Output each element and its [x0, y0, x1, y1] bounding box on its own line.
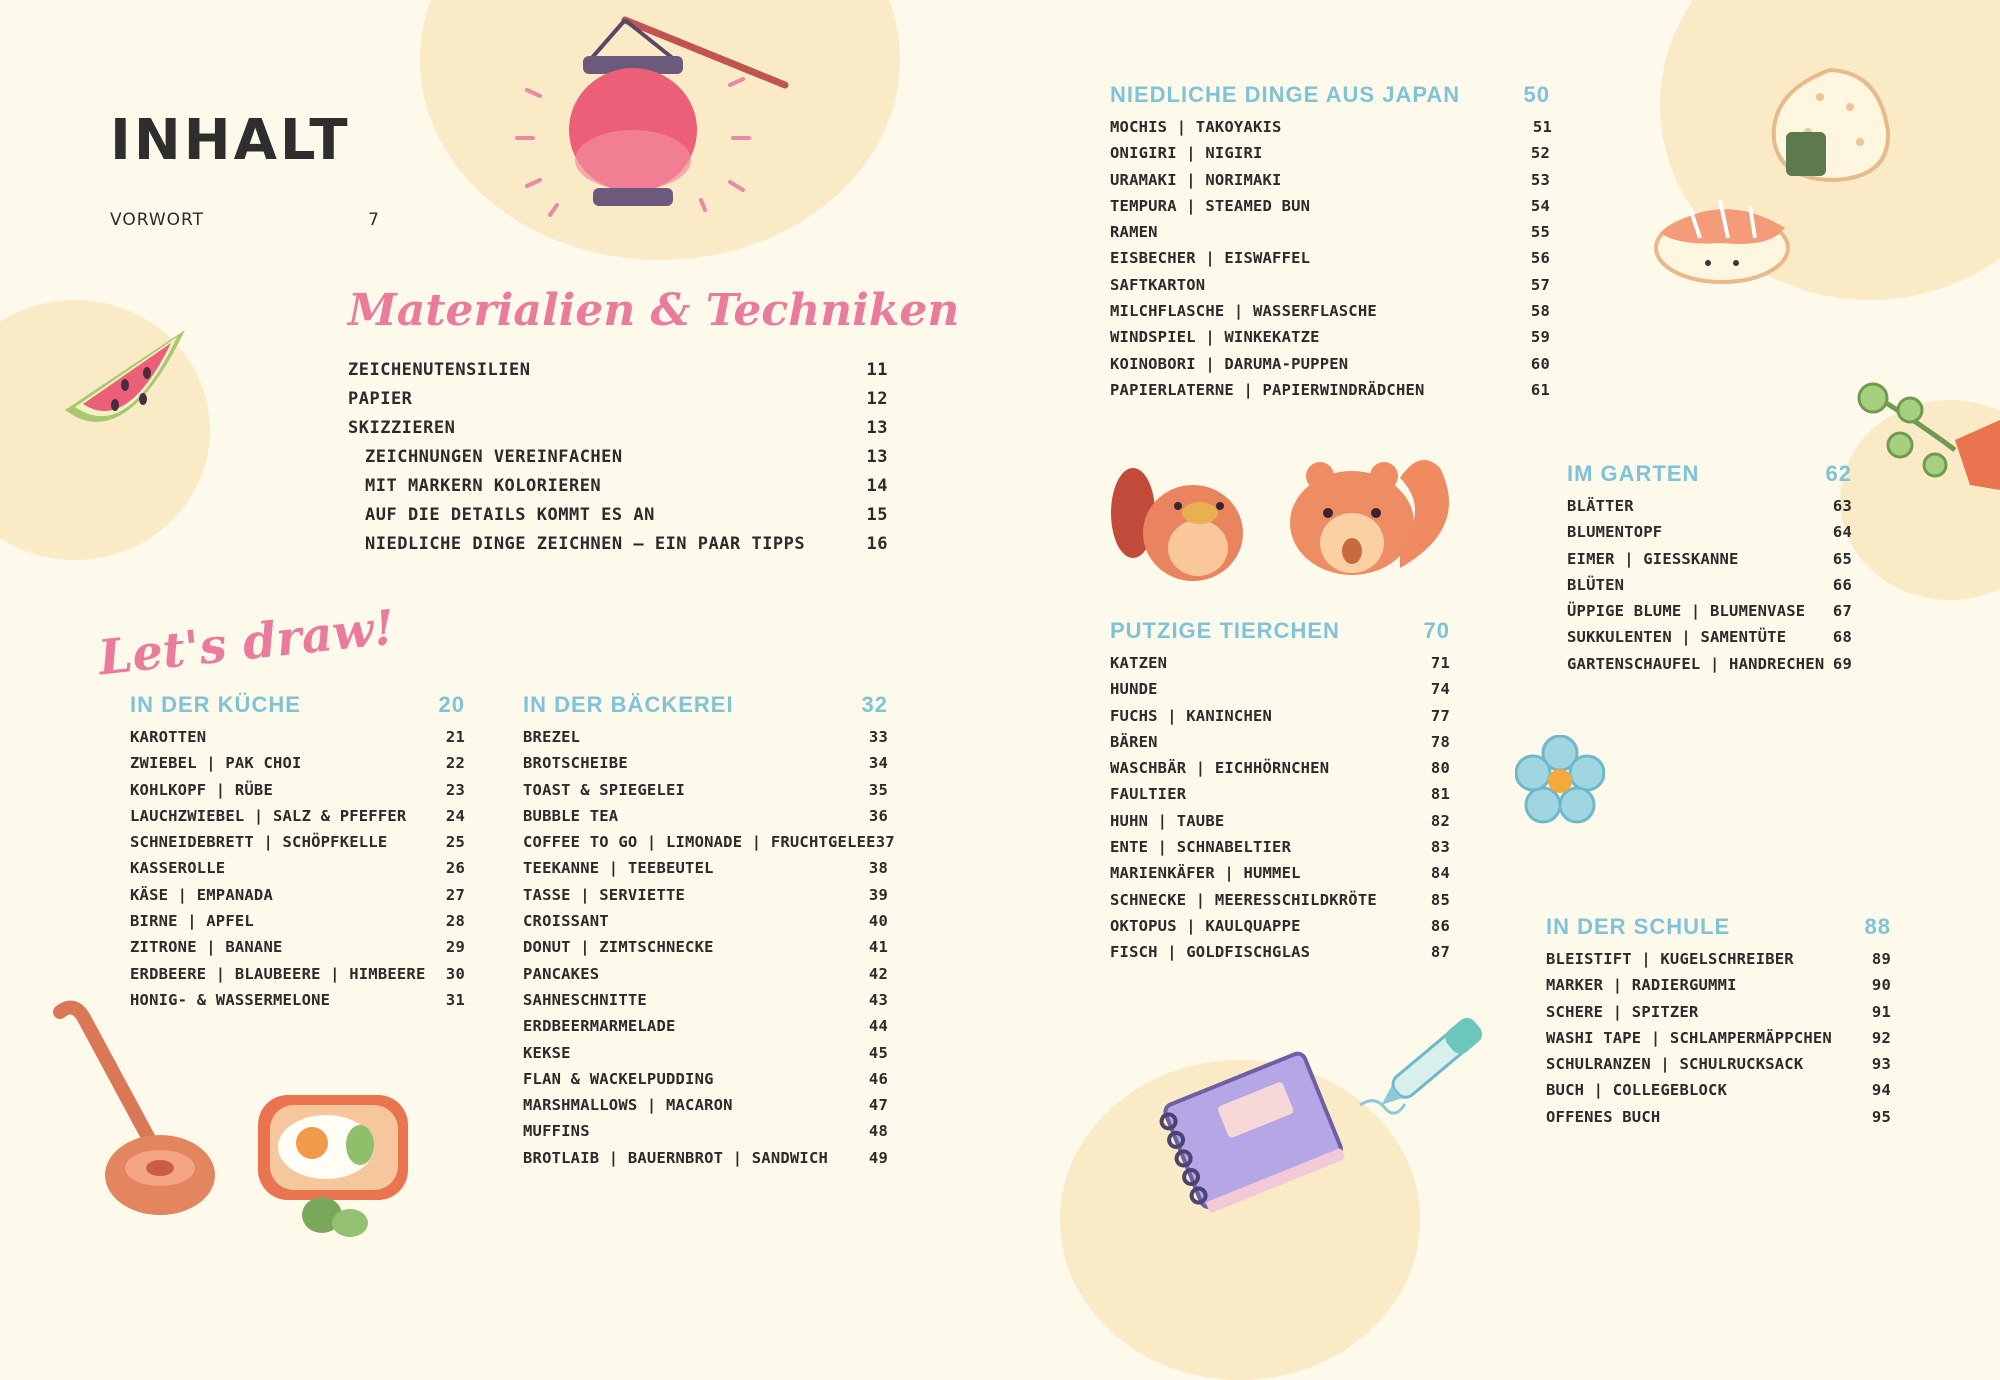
toc-entry[interactable]: BLUMENTOPF 64: [1567, 523, 1852, 542]
toc-entry[interactable]: TASSE | SERVIETTE 39: [523, 885, 888, 904]
toc-entry[interactable]: KOHLKOPF | RÜBE 23: [130, 780, 465, 799]
toc-entry[interactable]: FISCH | GOLDFISCHGLAS 87: [1110, 943, 1450, 962]
toc-entry[interactable]: DONUT | ZIMTSCHNECKE 41: [523, 938, 888, 957]
toc-entry[interactable]: ERDBEERMARMELADE 44: [523, 1017, 888, 1036]
toc-entry[interactable]: SUKKULENTEN | SAMENTÜTE 68: [1567, 628, 1852, 647]
toc-entry[interactable]: ZWIEBEL | PAK CHOI 22: [130, 754, 465, 773]
toc-entry[interactable]: SCHULRANZEN | SCHULRUCKSACK 93: [1546, 1055, 1891, 1074]
toc-entry[interactable]: SAFTKARTON 57: [1110, 275, 1550, 294]
materialien-list: [348, 360, 888, 563]
toc-entry[interactable]: RAMEN 55: [1110, 223, 1550, 242]
section-kueche: [130, 692, 465, 1017]
toc-entry[interactable]: SKIZZIEREN 13: [348, 418, 888, 438]
toc-subentry[interactable]: AUF DIE DETAILS KOMMT ES AN 15: [365, 505, 888, 525]
lantern-illustration: [505, 10, 805, 230]
toc-entry[interactable]: BREZEL 33: [523, 728, 888, 746]
toc-entry[interactable]: MILCHFLASCHE | WASSERFLASCHE 58: [1110, 302, 1550, 321]
toc-subentry[interactable]: ZEICHNUNGEN VEREINFACHEN 13: [365, 447, 888, 467]
beaver-illustration: [1108, 458, 1258, 588]
toc-entry[interactable]: BIRNE | APFEL 28: [130, 912, 465, 931]
toc-entry[interactable]: ENTE | SCHNABELTIER 83: [1110, 838, 1450, 857]
toc-entry[interactable]: WINDSPIEL | WINKEKATZE 59: [1110, 328, 1550, 347]
toc-entry[interactable]: KAROTTEN 21: [130, 728, 465, 746]
plant-illustration: [1855, 380, 2000, 500]
watermelon-illustration: [55, 315, 205, 455]
materialien-heading: Materialien & Techniken: [348, 285, 960, 336]
toc-entry[interactable]: BUBBLE TEA 36: [523, 806, 888, 825]
toc-entry[interactable]: EISBECHER | EISWAFFEL 56: [1110, 249, 1550, 268]
notebook-illustration: [1150, 1045, 1360, 1225]
toc-entry[interactable]: FUCHS | KANINCHEN 77: [1110, 706, 1450, 725]
vorwort-label: VORWORT: [110, 210, 204, 230]
section-tierchen: [1110, 618, 1450, 970]
toc-entry[interactable]: BROTSCHEIBE 34: [523, 754, 888, 773]
toc-entry[interactable]: CROISSANT 40: [523, 912, 888, 931]
toc-entry[interactable]: FAULTIER 81: [1110, 785, 1450, 804]
section-title[interactable]: IN DER SCHULE 88: [1546, 914, 1891, 939]
toc-entry[interactable]: SCHNECKE | MEERESSCHILDKRÖTE 85: [1110, 890, 1450, 909]
toc-entry[interactable]: MUFFINS 48: [523, 1122, 888, 1141]
page-title: INHALT: [110, 108, 351, 173]
toc-entry[interactable]: KOINOBORI | DARUMA-PUPPEN 60: [1110, 354, 1550, 373]
toc-entry[interactable]: LAUCHZWIEBEL | SALZ & PFEFFER 24: [130, 806, 465, 825]
toc-entry[interactable]: MARKER | RADIERGUMMI 90: [1546, 976, 1891, 995]
toc-entry[interactable]: TEEKANNE | TEEBEUTEL 38: [523, 859, 888, 878]
toc-entry[interactable]: ERDBEERE | BLAUBEERE | HIMBEERE 30: [130, 964, 465, 983]
toc-entry[interactable]: HUNDE 74: [1110, 680, 1450, 699]
toc-entry[interactable]: PANCAKES 42: [523, 964, 888, 983]
nigiri-illustration: [1650, 188, 1795, 288]
toc-subentry[interactable]: NIEDLICHE DINGE ZEICHNEN – EIN PAAR TIPPS 16: [365, 534, 888, 554]
toc-entry[interactable]: SCHERE | SPITZER 91: [1546, 1002, 1891, 1021]
section-garten: [1567, 461, 1852, 681]
toc-entry[interactable]: WASHI TAPE | SCHLAMPERMÄPPCHEN 92: [1546, 1028, 1891, 1047]
toc-entry[interactable]: ONIGIRI | NIGIRI 52: [1110, 144, 1550, 163]
toc-entry[interactable]: KATZEN 71: [1110, 654, 1450, 672]
toc-entry[interactable]: ZEICHENUTENSILIEN 11: [348, 360, 888, 380]
toc-entry[interactable]: GARTENSCHAUFEL | HANDRECHEN 69: [1567, 654, 1852, 673]
toc-entry[interactable]: MARIENKÄFER | HUMMEL 84: [1110, 864, 1450, 883]
toc-subentry[interactable]: MIT MARKERN KOLORIEREN 14: [365, 476, 888, 496]
section-title[interactable]: IN DER KÜCHE 20: [130, 692, 465, 717]
toc-entry[interactable]: HUHN | TAUBE 82: [1110, 811, 1450, 830]
toc-entry[interactable]: COFFEE TO GO | LIMONADE | FRUCHTGELEE 37: [523, 833, 895, 852]
toc-entry[interactable]: ZITRONE | BANANE 29: [130, 938, 465, 957]
flower-illustration: [1515, 735, 1605, 825]
vorwort-entry[interactable]: [110, 210, 380, 230]
section-japan: [1110, 82, 1550, 407]
toc-entry[interactable]: MOCHIS | TAKOYAKIS 51: [1110, 118, 1552, 136]
toc-entry[interactable]: PAPIERLATERNE | PAPIERWINDRÄDCHEN 61: [1110, 380, 1550, 399]
toc-entry[interactable]: BLÜTEN 66: [1567, 575, 1852, 594]
toc-entry[interactable]: BÄREN 78: [1110, 732, 1450, 751]
section-title[interactable]: IM GARTEN 62: [1567, 461, 1852, 486]
section-title[interactable]: NIEDLICHE DINGE AUS JAPAN 50: [1110, 82, 1550, 107]
toc-entry[interactable]: BUCH | COLLEGEBLOCK 94: [1546, 1081, 1891, 1100]
vorwort-page: 7: [368, 210, 380, 230]
toc-entry[interactable]: TEMPURA | STEAMED BUN 54: [1110, 196, 1550, 215]
onigiri-illustration: [1760, 62, 1900, 192]
ladle-illustration: [45, 1000, 225, 1230]
section-baeckerei: [523, 692, 895, 1175]
section-title[interactable]: PUTZIGE TIERCHEN 70: [1110, 618, 1450, 643]
toc-entry[interactable]: ÜPPIGE BLUME | BLUMENVASE 67: [1567, 602, 1852, 621]
toc-entry[interactable]: FLAN & WACKELPUDDING 46: [523, 1069, 888, 1088]
lets-draw-heading: Let's draw!: [95, 599, 398, 687]
toc-entry[interactable]: TOAST & SPIEGELEI 35: [523, 780, 888, 799]
toc-entry[interactable]: BROTLAIB | BAUERNBROT | SANDWICH 49: [523, 1148, 888, 1167]
toc-entry[interactable]: OKTOPUS | KAULQUAPPE 86: [1110, 916, 1450, 935]
pen-illustration: [1355, 1000, 1515, 1120]
toc-entry[interactable]: URAMAKI | NORIMAKI 53: [1110, 170, 1550, 189]
toc-entry[interactable]: KÄSE | EMPANADA 27: [130, 885, 465, 904]
toc-entry[interactable]: PAPIER 12: [348, 389, 888, 409]
toc-entry[interactable]: BLEISTIFT | KUGELSCHREIBER 89: [1546, 950, 1891, 968]
toast-egg-illustration: [250, 1075, 420, 1245]
toc-entry[interactable]: KASSEROLLE 26: [130, 859, 465, 878]
toc-entry[interactable]: BLÄTTER 63: [1567, 497, 1852, 515]
section-schule: [1546, 914, 1891, 1134]
toc-entry[interactable]: KEKSE 45: [523, 1043, 888, 1062]
toc-entry[interactable]: HONIG- & WASSERMELONE 31: [130, 990, 465, 1009]
squirrel-illustration: [1280, 448, 1460, 588]
toc-entry[interactable]: WASCHBÄR | EICHHÖRNCHEN 80: [1110, 759, 1450, 778]
toc-entry[interactable]: EIMER | GIESSKANNE 65: [1567, 549, 1852, 568]
toc-entry[interactable]: SAHNESCHNITTE 43: [523, 990, 888, 1009]
toc-entry[interactable]: SCHNEIDEBRETT | SCHÖPFKELLE 25: [130, 833, 465, 852]
section-title[interactable]: IN DER BÄCKEREI 32: [523, 692, 888, 717]
toc-entry[interactable]: MARSHMALLOWS | MACARON 47: [523, 1096, 888, 1115]
toc-entry[interactable]: OFFENES BUCH 95: [1546, 1107, 1891, 1126]
